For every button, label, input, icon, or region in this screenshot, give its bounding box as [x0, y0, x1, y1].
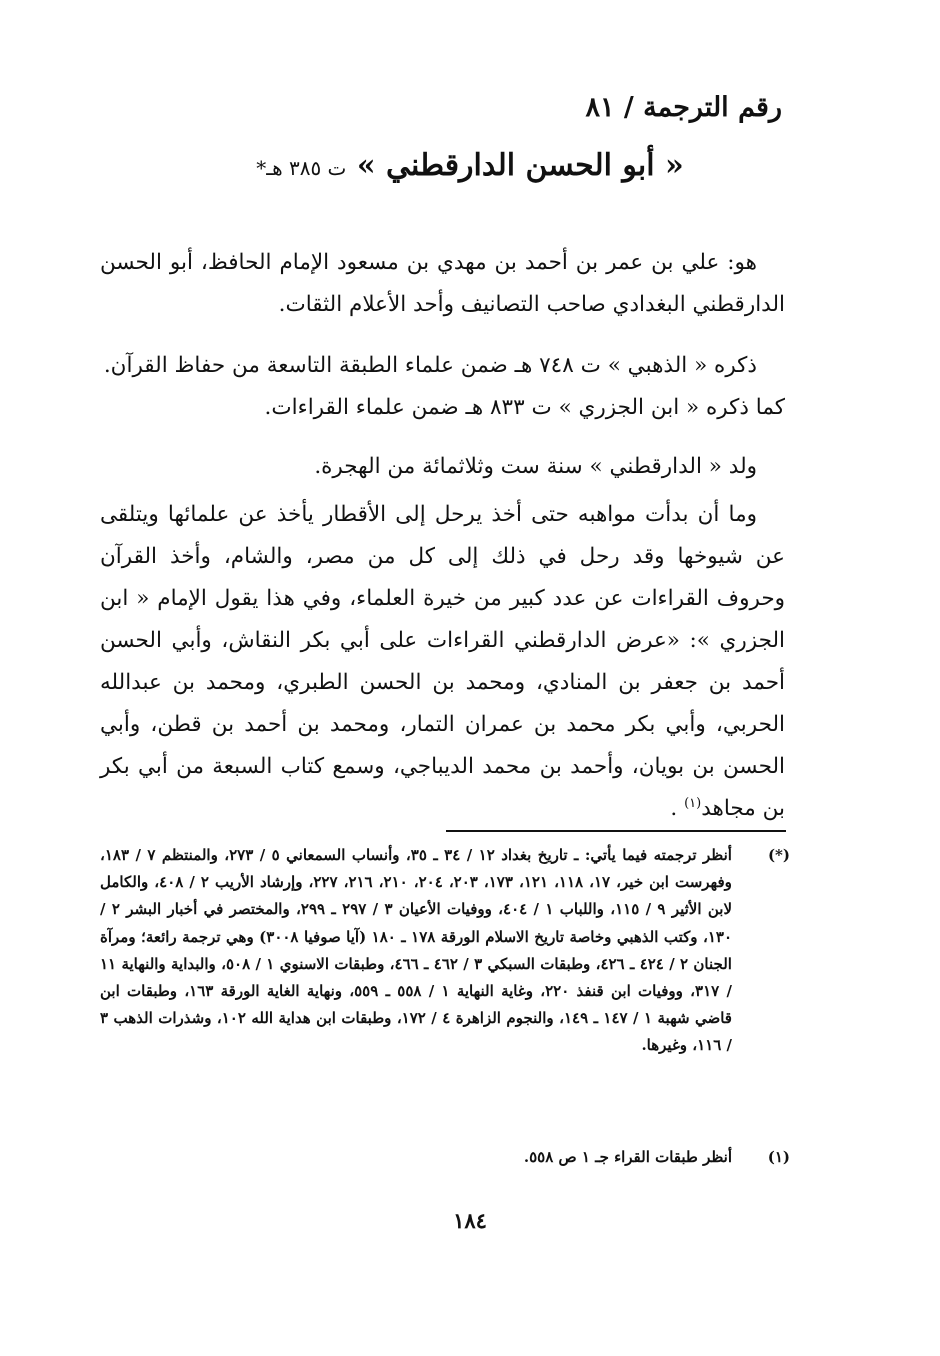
- entry-number: رقم الترجمة / ٨١: [585, 92, 782, 123]
- footnote-marker: (*): [767, 846, 790, 864]
- paragraph-travels: [100, 494, 785, 830]
- paragraph-travels-text: وما أن بدأت مواهبه حتى أخذ يرحل إلى الأقطار يأخذ عن علمائها ويتلقى عن شيوخها وقد رحل في ذلك إلى كل من مصر، والشام، وأخذ القرآن وحروف القراءات عن عدد كبير من خيرة العلماء، وفي هذا يقول الإمام « ابن الجزري »: «عرض الدارقطني القراءات على أبي بكر النقاش، وأبي الحسن أحمد بن جعفر بن المنادي، ومحمد بن الحسن الطبري، ومحمد بن عبدالله الحربي، وأبي بكر محمد بن عمران التمار، ومحمد بن أحمد بن قطن، وأبي الحسن بن بويان، وأحمد بن محمد الديباجي، وسمع كتاب السبعة من أبي بكر بن مجاهد: [100, 502, 785, 821]
- paragraph-birth: ولد « الدارقطني » سنة ست وثلاثمائة من الهجرة.: [314, 454, 757, 479]
- footnote-tabaqat: [100, 1144, 790, 1171]
- footnote-divider: [446, 830, 786, 832]
- mention-dhahabi: ذكره « الذهبي » ت ٧٤٨ هـ ضمن علماء الطبقة التاسعة من حفاظ القرآن.: [103, 353, 757, 378]
- biography-title: [0, 148, 940, 183]
- paragraph-mentions: [100, 345, 785, 429]
- death-date: ت ٣٨٥ هـ*: [256, 156, 347, 180]
- paragraph-travels-end: .: [670, 796, 685, 821]
- paragraph-identity: هو: علي بن عمر بن أحمد بن مهدي بن مسعود الإمام الحافظ، أبو الحسن الدارقطني البغدادي صاحب التصانيف وأحد الأعلام الثقات.: [100, 250, 785, 317]
- scholar-name: « أبو الحسن الدارقطني »: [356, 148, 684, 183]
- footnote-text: أنظر طبقات القراء جـ ١ ص ٥٥٨.: [523, 1148, 732, 1166]
- footnote-reference: (١): [684, 795, 702, 811]
- footnote-text: أنظر ترجمته فيما يأتي: ـ تاريخ بغداد ١٢ / ٣٤ ـ ٣٥، وأنساب السمعاني ٥ / ٢٧٣، والمنتظم ٧ / ١٨٣، وفهرست ابن خير، ١٧، ١١٨، ١٢١، ١٧٣، ٢٠٣، ٢٠٤، ٢١٠، ٢١٦، ٢٢٧، وإرشاد الأريب ٢ / ٤٠٨، والكامل لابن الأثير ٩ / ١١٥، واللباب ١ / ٤٠٤، ووفيات الأعيان ٣ / ٢٩٧ ـ ٢٩٩، والمختصر في أخبار البشر ٢ / ١٣٠، وكتب الذهبي وخاصة تاريخ الاسلام الورقة ١٧٨ ـ ١٨٠ (آيا صوفيا ٣٠٠٨) وهي ترجمة رائعة؛ ومرآة الجنان ٢ / ٤٢٤ ـ ٤٢٦، وطبقات السبكي ٣ / ٤٦٢ ـ ٤٦٦، وطبقات الاسنوي ١ / ٥٠٨، والبداية والنهاية ١١ / ٣١٧، ووفيات ابن قنفذ ٢٢٠، وغاية النهاية ١ / ٥٥٨ ـ ٥٥٩، ونهاية الغاية الورقة ١٦٣، وطبقات ابن قاضي شهبة ١ / ١٤٧ ـ ١٤٩، والنجوم الزاهرة ٤ / ١٧٢، وطبقات ابن هداية الله ١٠٢، وشذرات الذهب ٣ / ١١٦، وغيرها.: [100, 846, 732, 1055]
- page-number: ١٨٤: [453, 1208, 487, 1233]
- footnote-marker: (١): [767, 1148, 790, 1166]
- mention-ibn-jazari: كما ذكره « ابن الجزري » ت ٨٣٣ هـ ضمن علماء القراءات.: [264, 395, 785, 420]
- footnote-sources: [100, 842, 790, 1060]
